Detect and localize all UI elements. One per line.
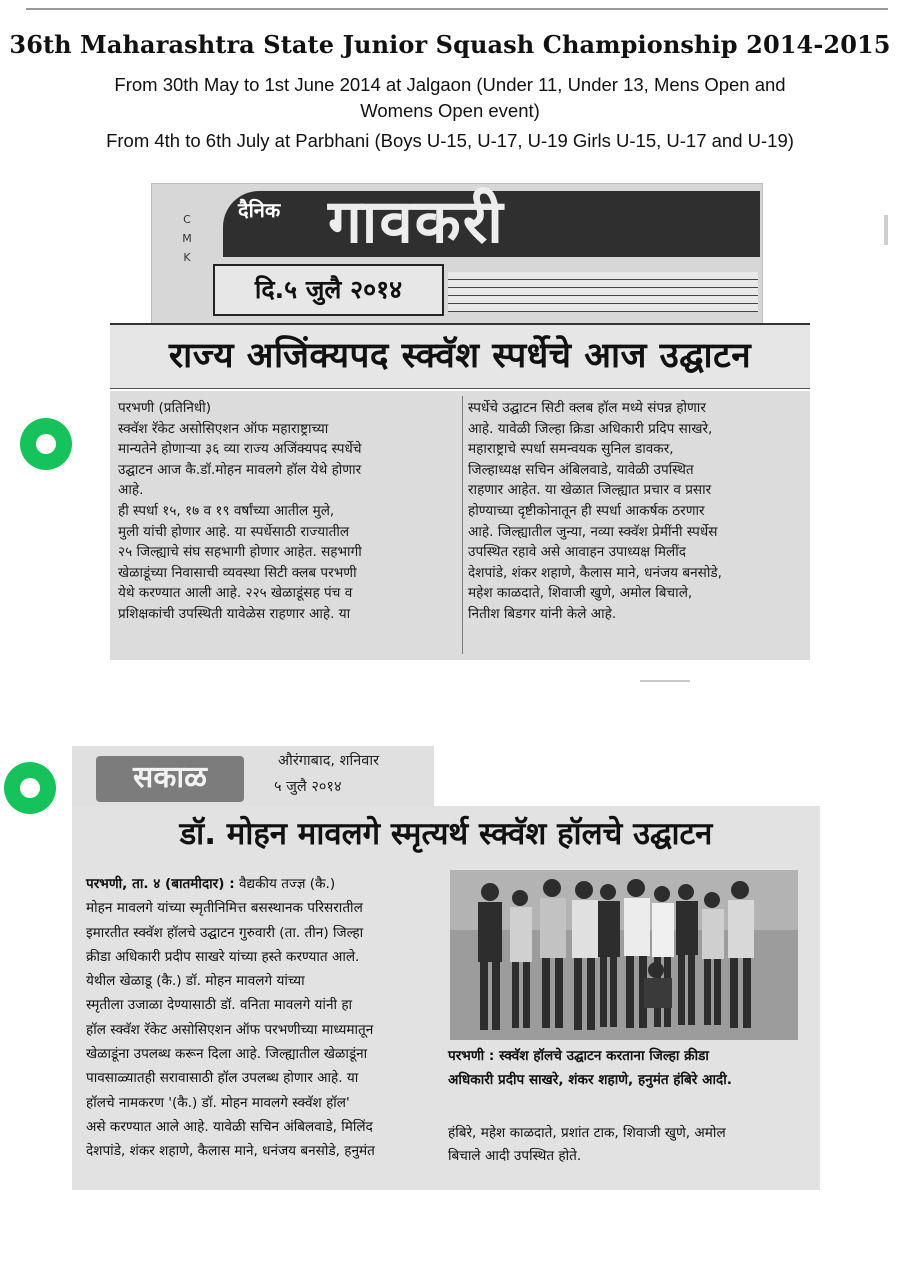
clip2-left-body xyxy=(86,872,436,1164)
masthead-prefix: दैनिक xyxy=(238,198,281,222)
scan-speck xyxy=(884,215,888,245)
clip1-headline: राज्य अजिंक्यपद स्क्वॅश स्पर्धेचे आज उद्घाटन xyxy=(110,323,810,389)
top-border-line xyxy=(26,8,888,10)
clip1-right-column: स्पर्धेचे उद्घाटन सिटी क्लब हॉल मध्ये संपन्न होणार आहे. यावेळी जिल्हा क्रिडा अधिकारी प्रदिप साखरे, महाराष्ट्राचे स्पर्धा समन्वयक सुनिल डावकर, जिल्हाध्यक्ष सचिन अंबिलवाडे, यावेळी उपस्थित राहणार आहेत. या खेळात जिल्ह्यात प्रचार व प्रसार होण्याच्या दृष्टीकोनातून ही स्पर्धा आकर्षक ठरणार आहे. जिल्ह्यातील जुन्या, नव्या स्क्वॅश प्रेमींनी स्पर्धेस उपस्थित रहावे असे आवाहन उपाध्यक्ष मिलींद देशपांडे, शंकर शहाणे, कैलास माने, धनंजय बनसोडे, महेश काळदाते, शिवाजी खुणे, अमोल बिचाले, नितीश बिडगर यांनी केले आहे. xyxy=(468,400,722,622)
clip2-city-day: औरंगाबाद, शनिवार xyxy=(278,753,380,769)
news-photo xyxy=(450,870,798,1040)
event-schedule-line-2: Womens Open event) xyxy=(360,100,540,121)
registration-mark-m: M xyxy=(182,232,192,245)
clip2-headline: डॉ. मोहन मावलगे स्मृत्यर्थ स्क्वॅश हॉलचे उद्घाटन xyxy=(179,816,713,852)
group-photo-illustration xyxy=(450,870,798,1040)
clip2-dateline: परभणी, ता. ४ (बातमीदार) : xyxy=(86,876,235,892)
clip2-date: ५ जुलै २०१४ xyxy=(274,779,342,795)
registration-mark-k: K xyxy=(183,251,191,264)
punch-hole-bottom xyxy=(4,762,56,814)
registration-marks xyxy=(180,210,194,267)
newspaper-logo: गावकरी xyxy=(328,187,505,257)
newspaper-logo-sakal: सकाळ xyxy=(96,756,244,802)
punch-hole-top xyxy=(20,418,72,470)
scan-speck xyxy=(640,680,690,682)
event-schedule-line-1: From 30th May to 1st June 2014 at Jalgaon (Under 11, Under 13, Mens Open and xyxy=(114,74,786,95)
registration-mark-c: C xyxy=(183,213,191,226)
clip2-right-body: हंबिरे, महेश काळदाते, प्रशांत टाक, शिवाजी खुणे, अमोल बिचाले आदी उपस्थित होते. xyxy=(448,1125,726,1164)
masthead-ruled-lines xyxy=(448,272,758,312)
clip2-left-text: वैद्यकीय तज्ज्ञ (कै.) मोहन मावलगे यांच्या स्मृतीनिमित्त बसस्थानक परिसरातील इमारतीत स्क्वॅश हॉलचे उद्घाटन गुरुवारी (ता. तीन) जिल्हा क्रीडा अधिकारी प्रदीप साखरे यांच्या हस्ते करण्यात आले. येथील खेळाडू (कै.) डॉ. मोहन मावलगे यांच्या स्मृतीला उजाळा देण्यासाठी डॉ. वनिता मावलगे यांनी हा हॉल स्क्वॅश रॅकेट असोसिएशन ऑफ परभणीच्या माध्यमातून खेळाडूंना उपलब्ध करून दिला आहे. जिल्ह्यातील खेळाडूंना पावसाळ्यातही सरावासाठी हॉल उपलब्ध होणार आहे. या हॉलचे नामकरण '(कै.) डॉ. मोहन मावलगे स्क्वॅश हॉल' असे करण्यात आले आहे. यावेळी सचिन अंबिलवाडे, मिलिंद देशपांडे, शंकर शहाणे, कैलास माने, धनंजय बनसोडे, हनुमंत xyxy=(86,876,375,1160)
event-schedule-line-3: From 4th to 6th July at Parbhani (Boys U-15, U-17, U-19 Girls U-15, U-17 and U-19) xyxy=(106,130,794,151)
photo-caption: परभणी : स्क्वॅश हॉलचे उद्घाटन करताना जिल्हा क्रीडा अधिकारी प्रदीप साखरे, शंकर शहाणे, हनुमंत हंबिरे आदी. xyxy=(448,1048,732,1088)
clip1-left-column: परभणी (प्रतिनिधी) स्क्वॅश रॅकेट असोसिएशन ऑफ महाराष्ट्राच्या मान्यतेने होणाऱ्या ३६ व्या राज्य अजिंक्यपद स्पर्धेचे उद्घाटन आज कै.डॉ.मोहन मावलगे हॉल येथे होणार आहे. ही स्पर्धा १५, १७ व १९ वर्षांच्या आतील मुले, मुली यांची होणार आहे. या स्पर्धेसाठी राज्यातील २५ जिल्ह्याचे संघ सहभागी होणार आहेत. सहभागी खेळाडूंच्या निवासाची व्यवस्था सिटी क्लब परभणी येथे करण्यात आली आहे. २२५ खेळाडूंसह पंच व प्रशिक्षकांची उपस्थिती यावेळेस राहणार आहे. या xyxy=(118,400,362,622)
page-title: 36th Maharashtra State Junior Squash Championship 2014-2015 xyxy=(9,30,891,59)
clip1-date: दि.५ जुलै २०१४ xyxy=(213,264,444,316)
column-divider xyxy=(462,396,463,654)
